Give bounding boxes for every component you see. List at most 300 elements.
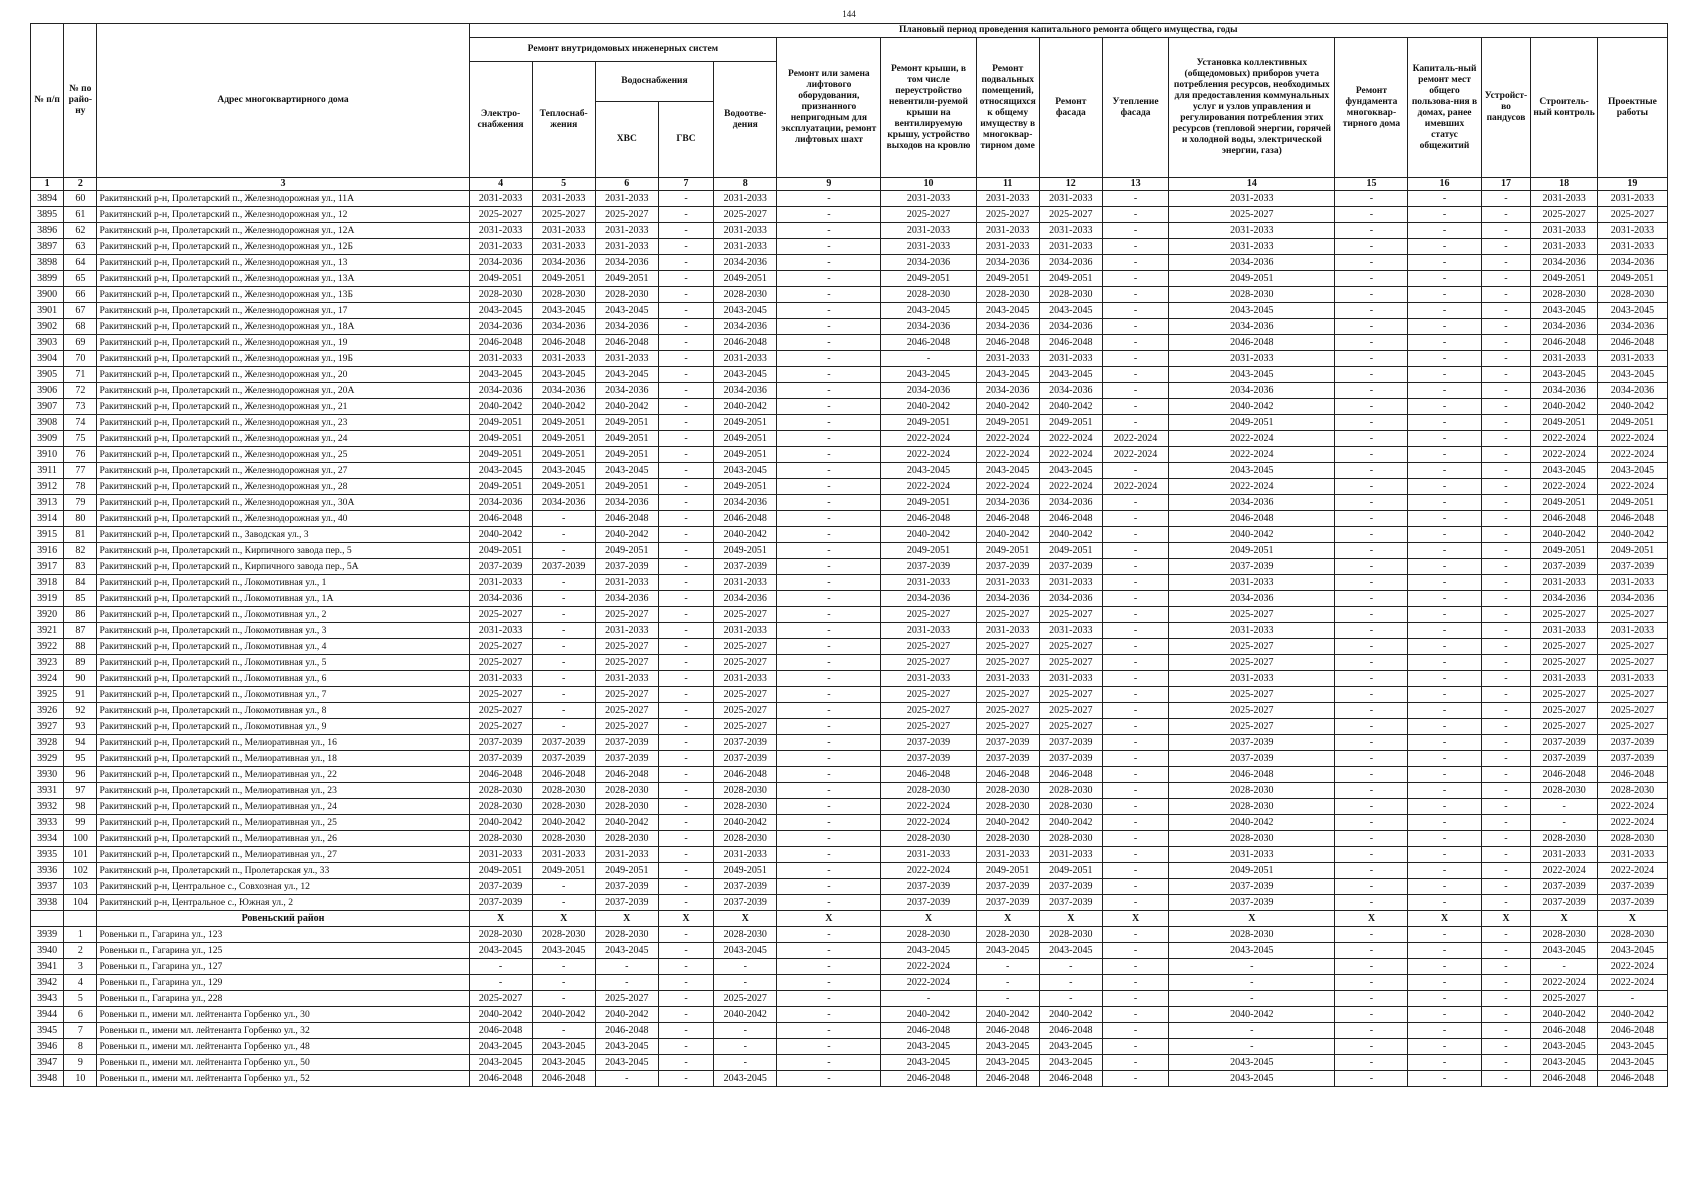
- period-cell: -: [777, 303, 881, 319]
- table-row: [31, 639, 1668, 655]
- period-cell: -: [658, 415, 713, 431]
- period-cell: -: [1102, 879, 1168, 895]
- period-cell: -: [1481, 319, 1531, 335]
- region-mark: X: [595, 911, 658, 927]
- period-cell: -: [1039, 959, 1102, 975]
- period-cell: 2034-2036: [1597, 319, 1667, 335]
- period-cell: 2043-2045: [976, 463, 1039, 479]
- period-cell: -: [1335, 751, 1408, 767]
- period-cell: 2031-2033: [1597, 191, 1667, 207]
- period-cell: 2040-2042: [714, 815, 777, 831]
- address-cell: Ракитянский р-н, Пролетарский п., Железнодорожная ул., 21: [97, 399, 469, 415]
- period-cell: 2034-2036: [1039, 319, 1102, 335]
- period-cell: -: [532, 607, 595, 623]
- table-row: [31, 271, 1668, 287]
- period-cell: -: [658, 1007, 713, 1023]
- period-cell: 2031-2033: [1039, 671, 1102, 687]
- period-cell: 2031-2033: [469, 623, 532, 639]
- period-cell: 2037-2039: [976, 735, 1039, 751]
- table-body: [31, 191, 1668, 1087]
- period-cell: -: [1102, 303, 1168, 319]
- period-cell: 2025-2027: [1597, 687, 1667, 703]
- period-cell: -: [658, 511, 713, 527]
- table-row: [31, 1023, 1668, 1039]
- period-cell: 2043-2045: [532, 367, 595, 383]
- address-cell: Ракитянский р-н, Пролетарский п., Мелиоративная ул., 23: [97, 783, 469, 799]
- address-cell: Ракитянский р-н, Пролетарский п., Локомотивная ул., 7: [97, 687, 469, 703]
- period-cell: -: [1335, 223, 1408, 239]
- period-cell: 2043-2045: [1531, 1039, 1597, 1055]
- period-cell: -: [777, 655, 881, 671]
- period-cell: -: [658, 351, 713, 367]
- period-cell: -: [1481, 639, 1531, 655]
- period-cell: 2049-2051: [1531, 415, 1597, 431]
- period-cell: 2037-2039: [532, 735, 595, 751]
- period-cell: -: [777, 1039, 881, 1055]
- period-cell: -: [1102, 351, 1168, 367]
- district-number: 74: [64, 415, 97, 431]
- period-cell: 2031-2033: [714, 191, 777, 207]
- table-row: [31, 863, 1668, 879]
- period-cell: -: [658, 1071, 713, 1087]
- period-cell: 2028-2030: [469, 927, 532, 943]
- district-number: 8: [64, 1039, 97, 1055]
- period-cell: -: [1481, 479, 1531, 495]
- period-cell: -: [1102, 207, 1168, 223]
- row-number: 3936: [31, 863, 64, 879]
- district-number: 93: [64, 719, 97, 735]
- address-cell: Ракитянский р-н, Пролетарский п., Железнодорожная ул., 19Б: [97, 351, 469, 367]
- period-cell: -: [1481, 191, 1531, 207]
- district-number: 10: [64, 1071, 97, 1087]
- region-name: Ровеньский район: [97, 911, 469, 927]
- period-cell: 2025-2027: [714, 607, 777, 623]
- address-cell: Ровеньки п., Гагарина ул., 123: [97, 927, 469, 943]
- period-cell: -: [658, 223, 713, 239]
- period-cell: 2043-2045: [881, 303, 976, 319]
- period-cell: 2025-2027: [1531, 703, 1597, 719]
- period-cell: -: [1408, 655, 1481, 671]
- row-number: 3902: [31, 319, 64, 335]
- period-cell: 2034-2036: [469, 319, 532, 335]
- period-cell: -: [469, 975, 532, 991]
- period-cell: 2037-2039: [469, 895, 532, 911]
- period-cell: -: [1102, 863, 1168, 879]
- period-cell: -: [976, 991, 1039, 1007]
- period-cell: 2028-2030: [714, 783, 777, 799]
- period-cell: -: [1102, 943, 1168, 959]
- period-cell: 2034-2036: [595, 255, 658, 271]
- period-cell: 2043-2045: [714, 463, 777, 479]
- period-cell: -: [1481, 543, 1531, 559]
- row-number: 3932: [31, 799, 64, 815]
- period-cell: -: [1408, 639, 1481, 655]
- period-cell: 2031-2033: [1597, 847, 1667, 863]
- period-cell: 2046-2048: [469, 1071, 532, 1087]
- period-cell: 2025-2027: [595, 703, 658, 719]
- period-cell: 2040-2042: [595, 527, 658, 543]
- period-cell: 2049-2051: [532, 479, 595, 495]
- period-cell: 2034-2036: [1597, 383, 1667, 399]
- period-cell: -: [777, 271, 881, 287]
- period-cell: 2031-2033: [1169, 191, 1335, 207]
- period-cell: 2040-2042: [714, 527, 777, 543]
- period-cell: 2028-2030: [595, 831, 658, 847]
- address-cell: Ровеньки п., Гагарина ул., 228: [97, 991, 469, 1007]
- page-number: 144: [842, 9, 856, 19]
- period-cell: 2046-2048: [469, 335, 532, 351]
- district-number: 95: [64, 751, 97, 767]
- period-cell: -: [595, 959, 658, 975]
- table-row: [31, 591, 1668, 607]
- period-cell: 2049-2051: [469, 863, 532, 879]
- address-cell: Ракитянский р-н, Центральное с., Совхозная ул., 12: [97, 879, 469, 895]
- period-cell: 2037-2039: [1531, 751, 1597, 767]
- period-cell: 2025-2027: [1597, 719, 1667, 735]
- period-cell: -: [1481, 495, 1531, 511]
- period-cell: -: [777, 719, 881, 735]
- period-cell: 2046-2048: [1597, 1023, 1667, 1039]
- period-cell: 2043-2045: [595, 463, 658, 479]
- row-number: 3900: [31, 287, 64, 303]
- period-cell: -: [1481, 559, 1531, 575]
- period-cell: 2040-2042: [881, 399, 976, 415]
- period-cell: 2025-2027: [1039, 703, 1102, 719]
- period-cell: 2031-2033: [881, 239, 976, 255]
- address-cell: Ракитянский р-н, Пролетарский п., Железнодорожная ул., 25: [97, 447, 469, 463]
- period-cell: 2028-2030: [532, 287, 595, 303]
- address-cell: Ракитянский р-н, Пролетарский п., Мелиоративная ул., 22: [97, 767, 469, 783]
- period-cell: 2049-2051: [469, 447, 532, 463]
- period-cell: 2046-2048: [1531, 511, 1597, 527]
- period-cell: -: [1481, 463, 1531, 479]
- period-cell: 2022-2024: [1169, 431, 1335, 447]
- period-cell: 2049-2051: [1039, 543, 1102, 559]
- period-cell: 2043-2045: [881, 367, 976, 383]
- period-cell: -: [1102, 735, 1168, 751]
- period-cell: -: [1408, 1039, 1481, 1055]
- period-cell: 2025-2027: [1531, 687, 1597, 703]
- period-cell: 2043-2045: [1597, 463, 1667, 479]
- period-cell: 2034-2036: [714, 383, 777, 399]
- period-cell: 2043-2045: [595, 303, 658, 319]
- period-cell: 2049-2051: [1531, 271, 1597, 287]
- column-number: 17: [1481, 178, 1531, 191]
- period-cell: -: [777, 463, 881, 479]
- period-cell: 2022-2024: [1039, 431, 1102, 447]
- period-cell: -: [1102, 639, 1168, 655]
- period-cell: -: [1408, 1007, 1481, 1023]
- period-cell: -: [1102, 319, 1168, 335]
- period-cell: -: [1408, 751, 1481, 767]
- period-cell: -: [1102, 527, 1168, 543]
- period-cell: 2025-2027: [595, 719, 658, 735]
- period-cell: 2046-2048: [595, 1023, 658, 1039]
- period-cell: 2043-2045: [976, 367, 1039, 383]
- district-number: 79: [64, 495, 97, 511]
- period-cell: 2034-2036: [714, 495, 777, 511]
- period-cell: 2031-2033: [1039, 575, 1102, 591]
- period-cell: -: [777, 815, 881, 831]
- period-cell: 2025-2027: [976, 719, 1039, 735]
- period-cell: 2040-2042: [976, 527, 1039, 543]
- region-mark: X: [1408, 911, 1481, 927]
- row-number: 3896: [31, 223, 64, 239]
- period-cell: 2022-2024: [1102, 447, 1168, 463]
- period-cell: -: [1335, 879, 1408, 895]
- period-cell: -: [658, 1039, 713, 1055]
- period-cell: -: [1481, 783, 1531, 799]
- period-cell: -: [1335, 927, 1408, 943]
- period-cell: 2025-2027: [1597, 607, 1667, 623]
- period-cell: 2046-2048: [469, 1023, 532, 1039]
- period-cell: 2040-2042: [532, 815, 595, 831]
- period-cell: 2025-2027: [1531, 655, 1597, 671]
- address-cell: Ракитянский р-н, Пролетарский п., Железнодорожная ул., 12: [97, 207, 469, 223]
- period-cell: -: [1481, 591, 1531, 607]
- period-cell: 2037-2039: [1169, 735, 1335, 751]
- period-cell: 2031-2033: [469, 847, 532, 863]
- period-cell: 2031-2033: [881, 223, 976, 239]
- district-number: 64: [64, 255, 97, 271]
- period-cell: -: [1408, 975, 1481, 991]
- period-cell: -: [777, 783, 881, 799]
- period-cell: -: [1408, 495, 1481, 511]
- period-cell: 2043-2045: [469, 463, 532, 479]
- period-cell: 2025-2027: [881, 719, 976, 735]
- period-cell: -: [1102, 815, 1168, 831]
- period-cell: 2049-2051: [532, 863, 595, 879]
- table-row: [31, 239, 1668, 255]
- period-cell: -: [777, 991, 881, 1007]
- district-number: 68: [64, 319, 97, 335]
- period-cell: -: [777, 527, 881, 543]
- period-cell: -: [1335, 831, 1408, 847]
- period-cell: 2025-2027: [1169, 703, 1335, 719]
- period-cell: 2025-2027: [1531, 207, 1597, 223]
- address-cell: Ракитянский р-н, Пролетарский п., Локомотивная ул., 3: [97, 623, 469, 639]
- period-cell: -: [532, 527, 595, 543]
- period-cell: -: [976, 959, 1039, 975]
- period-cell: -: [1408, 719, 1481, 735]
- period-cell: -: [1481, 927, 1531, 943]
- period-cell: 2040-2042: [469, 1007, 532, 1023]
- period-cell: 2043-2045: [1531, 303, 1597, 319]
- period-cell: -: [777, 751, 881, 767]
- period-cell: 2025-2027: [1531, 991, 1597, 1007]
- period-cell: -: [1335, 511, 1408, 527]
- period-cell: 2049-2051: [881, 495, 976, 511]
- address-cell: Ракитянский р-н, Пролетарский п., Железнодорожная ул., 19: [97, 335, 469, 351]
- address-cell: Ракитянский р-н, Пролетарский п., Железнодорожная ул., 20: [97, 367, 469, 383]
- period-cell: -: [1408, 511, 1481, 527]
- period-cell: 2025-2027: [881, 655, 976, 671]
- period-cell: 2049-2051: [714, 543, 777, 559]
- period-cell: 2043-2045: [595, 1039, 658, 1055]
- period-cell: 2025-2027: [595, 991, 658, 1007]
- period-cell: 2025-2027: [881, 607, 976, 623]
- period-cell: -: [1039, 991, 1102, 1007]
- period-cell: 2028-2030: [1597, 831, 1667, 847]
- period-cell: 2022-2024: [1597, 479, 1667, 495]
- period-cell: -: [1481, 655, 1531, 671]
- period-cell: -: [1102, 399, 1168, 415]
- table-row: [31, 719, 1668, 735]
- period-cell: 2022-2024: [881, 431, 976, 447]
- period-cell: 2037-2039: [976, 895, 1039, 911]
- period-cell: 2043-2045: [1597, 1055, 1667, 1071]
- region-row: [31, 911, 1668, 927]
- period-cell: 2028-2030: [1039, 287, 1102, 303]
- address-cell: Ракитянский р-н, Пролетарский п., Мелиоративная ул., 26: [97, 831, 469, 847]
- period-cell: 2049-2051: [1039, 415, 1102, 431]
- period-cell: -: [1335, 495, 1408, 511]
- address-cell: Ракитянский р-н, Пролетарский п., Железнодорожная ул., 24: [97, 431, 469, 447]
- period-cell: 2028-2030: [976, 831, 1039, 847]
- period-cell: -: [1335, 783, 1408, 799]
- column-number: 14: [1169, 178, 1335, 191]
- period-cell: -: [1481, 719, 1531, 735]
- district-number: 101: [64, 847, 97, 863]
- row-number: 3933: [31, 815, 64, 831]
- address-cell: Ракитянский р-н, Пролетарский п., Заводская ул., 3: [97, 527, 469, 543]
- period-cell: 2034-2036: [976, 591, 1039, 607]
- period-cell: 2040-2042: [469, 399, 532, 415]
- address-cell: Ровеньки п., Гагарина ул., 129: [97, 975, 469, 991]
- period-cell: 2031-2033: [1039, 239, 1102, 255]
- period-cell: 2049-2051: [714, 479, 777, 495]
- period-cell: 2040-2042: [1169, 399, 1335, 415]
- period-cell: 2025-2027: [714, 719, 777, 735]
- period-cell: 2025-2027: [595, 607, 658, 623]
- period-cell: 2043-2045: [976, 1039, 1039, 1055]
- period-cell: 2043-2045: [1597, 367, 1667, 383]
- region-mark: X: [1335, 911, 1408, 927]
- period-cell: -: [1481, 1039, 1531, 1055]
- column-number: 8: [714, 178, 777, 191]
- period-cell: -: [1408, 735, 1481, 751]
- district-number: 73: [64, 399, 97, 415]
- period-cell: 2031-2033: [1039, 351, 1102, 367]
- period-cell: 2046-2048: [1169, 511, 1335, 527]
- period-cell: 2046-2048: [1039, 1071, 1102, 1087]
- period-cell: 2043-2045: [532, 303, 595, 319]
- table-row: [31, 559, 1668, 575]
- period-cell: -: [1335, 959, 1408, 975]
- district-number: 90: [64, 671, 97, 687]
- period-cell: -: [658, 303, 713, 319]
- period-cell: 2025-2027: [1169, 655, 1335, 671]
- period-cell: 2034-2036: [595, 495, 658, 511]
- period-cell: -: [1335, 1055, 1408, 1071]
- period-cell: -: [777, 575, 881, 591]
- period-cell: 2025-2027: [469, 687, 532, 703]
- period-cell: -: [1335, 191, 1408, 207]
- address-cell: Ракитянский р-н, Пролетарский п., Локомотивная ул., 1А: [97, 591, 469, 607]
- period-cell: -: [1481, 511, 1531, 527]
- period-cell: -: [658, 783, 713, 799]
- period-cell: 2043-2045: [469, 1055, 532, 1071]
- period-cell: -: [777, 447, 881, 463]
- period-cell: 2043-2045: [469, 1039, 532, 1055]
- period-cell: -: [1481, 623, 1531, 639]
- period-cell: 2028-2030: [1039, 799, 1102, 815]
- period-cell: 2031-2033: [532, 847, 595, 863]
- period-cell: 2031-2033: [714, 671, 777, 687]
- period-cell: -: [1335, 943, 1408, 959]
- period-cell: 2049-2051: [1531, 543, 1597, 559]
- period-cell: 2028-2030: [1169, 799, 1335, 815]
- period-cell: 2037-2039: [595, 895, 658, 911]
- period-cell: -: [658, 991, 713, 1007]
- district-number: 85: [64, 591, 97, 607]
- period-cell: -: [658, 367, 713, 383]
- period-cell: -: [777, 287, 881, 303]
- period-cell: 2022-2024: [1597, 815, 1667, 831]
- period-cell: -: [658, 975, 713, 991]
- period-cell: 2043-2045: [1039, 1055, 1102, 1071]
- period-cell: 2025-2027: [595, 639, 658, 655]
- period-cell: -: [881, 991, 976, 1007]
- address-cell: Ракитянский р-н, Пролетарский п., Пролетарская ул., 33: [97, 863, 469, 879]
- period-cell: 2034-2036: [595, 591, 658, 607]
- period-cell: 2031-2033: [976, 223, 1039, 239]
- district-number: 94: [64, 735, 97, 751]
- period-cell: 2031-2033: [976, 239, 1039, 255]
- period-cell: -: [532, 511, 595, 527]
- period-cell: -: [1102, 1007, 1168, 1023]
- period-cell: -: [1408, 255, 1481, 271]
- header-sewerage: Водоотве-дения: [714, 62, 777, 178]
- table-row: [31, 351, 1668, 367]
- period-cell: 2046-2048: [1039, 1023, 1102, 1039]
- period-cell: 2046-2048: [1597, 1071, 1667, 1087]
- period-cell: -: [658, 319, 713, 335]
- period-cell: 2031-2033: [881, 847, 976, 863]
- period-cell: -: [658, 591, 713, 607]
- period-cell: -: [777, 319, 881, 335]
- period-cell: 2034-2036: [532, 255, 595, 271]
- district-number: 72: [64, 383, 97, 399]
- period-cell: 2046-2048: [1039, 767, 1102, 783]
- column-number: 5: [532, 178, 595, 191]
- period-cell: -: [777, 511, 881, 527]
- period-cell: 2031-2033: [532, 239, 595, 255]
- period-cell: -: [1531, 959, 1597, 975]
- period-cell: -: [1481, 703, 1531, 719]
- period-cell: -: [1408, 863, 1481, 879]
- period-cell: -: [658, 1023, 713, 1039]
- period-cell: 2022-2024: [881, 815, 976, 831]
- period-cell: 2025-2027: [976, 687, 1039, 703]
- address-cell: Ракитянский р-н, Пролетарский п., Железнодорожная ул., 13Б: [97, 287, 469, 303]
- period-cell: 2049-2051: [881, 271, 976, 287]
- period-cell: -: [1169, 991, 1335, 1007]
- period-cell: 2043-2045: [469, 367, 532, 383]
- row-number: 3934: [31, 831, 64, 847]
- period-cell: 2034-2036: [1039, 591, 1102, 607]
- period-cell: 2034-2036: [714, 591, 777, 607]
- period-cell: -: [658, 1055, 713, 1071]
- period-cell: 2025-2027: [469, 703, 532, 719]
- period-cell: 2025-2027: [595, 655, 658, 671]
- period-cell: 2046-2048: [881, 1071, 976, 1087]
- period-cell: -: [1335, 319, 1408, 335]
- period-cell: -: [1102, 895, 1168, 911]
- period-cell: 2040-2042: [469, 815, 532, 831]
- period-cell: 2022-2024: [881, 447, 976, 463]
- period-cell: 2043-2045: [881, 943, 976, 959]
